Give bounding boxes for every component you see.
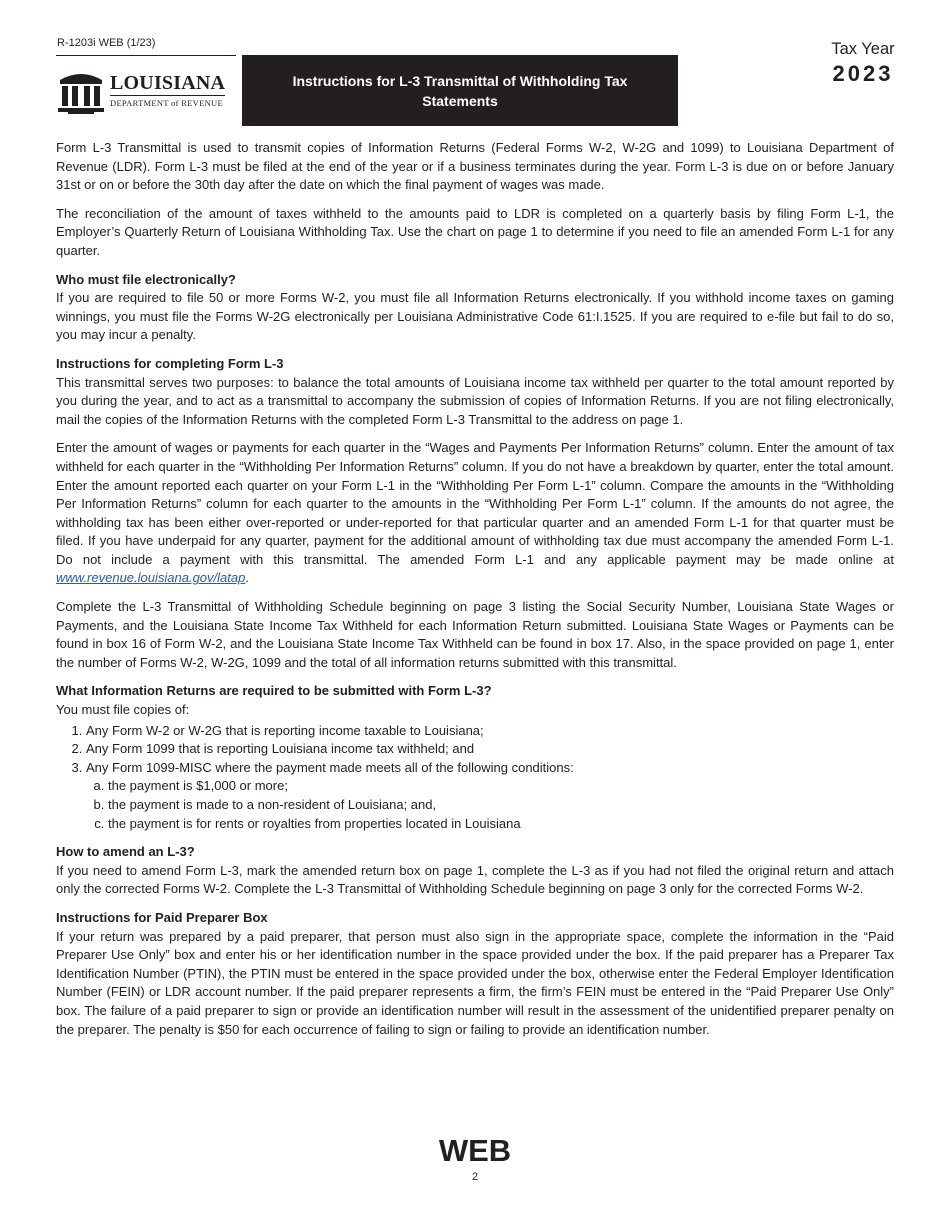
instructions-body [56, 139, 894, 1049]
logo-department: DEPARTMENT of REVENUE [110, 98, 223, 109]
ldr-logo [56, 55, 236, 125]
paid-preparer-heading: Instructions for Paid Preparer Box [56, 909, 268, 925]
amend-paragraph: If you need to amend Form L-3, mark the amended return box on page 1, complete the L-3 as if you had not filed the original return and attach only the corrected Forms W-2. Complete the L-3 Transmittal of Withholding Schedule beginning on page 3 only for the corrected Forms W-2. [56, 862, 894, 897]
completing-heading: Instructions for completing Form L-3 [56, 355, 284, 371]
tax-year-value: 2023 [832, 61, 894, 86]
title-banner [242, 55, 678, 126]
list-item: 1. Any Form W-2 or W-2G that is reporting income taxable to Louisiana; [86, 722, 894, 741]
sublist-item: a. the payment is $1,000 or more; [108, 777, 894, 796]
page-title: Instructions for L-3 Transmittal of Withholding Tax Statements [292, 72, 628, 109]
schedule-paragraph: Complete the L-3 Transmittal of Withholding Schedule beginning on page 3 listing the Social Security Number, Louisiana State Wages or Payments, and the Louisiana State Income Tax Withheld for each Information Return submitted. Louisiana State Wages or Payments can be found in box 16 of Form W-2, and the Louisiana State Income Tax Withheld can be found in box 17. Also, in the space provided on page 1, enter the number of Forms W-2, W-2G, 1099 and the total of all information returns submitted with this transmittal. [56, 599, 894, 670]
enter-amounts-paragraph [56, 439, 894, 588]
electronic-filing-paragraph: If you are required to file 50 or more Forms W-2, you must file all Information Returns electronically. If you withhold income taxes on gaming winnings, you must file the Forms W-2G electronically per Louisiana Administrative Code 61:I.1525. If you are required to e-file but fail to do so, you may incur a penalty. [56, 290, 894, 343]
capitol-building-icon [56, 66, 106, 116]
logo-name: LOUISIANA [110, 72, 226, 95]
tax-year-label: Tax Year [831, 40, 895, 58]
electronic-filing-heading: Who must file electronically? [56, 271, 236, 287]
form-id: R-1203i WEB (1/23) [57, 37, 156, 49]
enter-amounts-end: . [245, 570, 249, 586]
required-returns-heading: What Information Returns are required to be submitted with Form L-3? [56, 683, 492, 699]
completing-paragraph: This transmittal serves two purposes: to balance the total amounts of Louisiana income tax withheld per quarter to the total amount reported by you during the year, and to act as a transmittal to accompany the submission of copies of Information Returns. If you are not filing electronically, mail the copies of the Information Returns with the completed Form L-3 Transmittal to the address on page 1. [56, 374, 894, 427]
web-mark: WEB [438, 1133, 512, 1168]
required-returns-list [56, 722, 894, 834]
list-item-text: Any Form 1099-MISC where the payment made meets all of the following conditions: [86, 759, 574, 775]
conditions-sublist [86, 777, 894, 833]
list-item: 2. Any Form 1099 that is reporting Louisiana income tax withheld; and [86, 740, 894, 759]
latap-link[interactable]: www.revenue.louisiana.gov/latap [56, 570, 246, 586]
paid-preparer-paragraph: If your return was prepared by a paid preparer, that person must also sign in the appropriate space, complete the information in the “Paid Preparer Use Only” box and enter his or her identification number in the space provided under the box. If the paid preparer has a Preparer Tax Identification Number (PTIN), the PTIN must be entered in the space provided under the box, otherwise enter the Federal Employer Identification Number (FEIN) or LDR account number. If the paid preparer represents a firm, the firm’s FEIN must be entered in the “Paid Preparer Use Only” box. The failure of a paid preparer to sign or provide an identification number will result in the assessment of the unidentified preparer penalty on the preparer. The penalty is $50 for each occurrence of failing to sign or failing to provide an identification number. [56, 928, 894, 1037]
sublist-item: b. the payment is made to a non-resident of Louisiana; and, [108, 796, 894, 815]
intro-paragraph: Form L-3 Transmittal is used to transmit copies of Information Returns (Federal Forms W-2, W-2G and 1099) to Louisiana Department of Revenue (LDR). Form L-3 must be filed at the end of the year or if a business terminates during the year. Form L-3 is due on or before January 31st or on or before the 30th day after the date on which the final payment of wages was made. [56, 140, 894, 193]
sublist-item: c. the payment is for rents or royalties from properties located in Louisiana [108, 815, 894, 834]
required-returns-intro: You must file copies of: [56, 702, 190, 718]
amend-heading: How to amend an L-3? [56, 844, 195, 860]
reconciliation-paragraph: The reconciliation of the amount of taxes withheld to the amounts paid to LDR is completed on a quarterly basis by filing Form L-1, the Employer’s Quarterly Return of Louisiana Withholding Tax. Use the chart on page 1 to determine if you need to file an amended Form L-1 for any quarter. [56, 205, 894, 258]
page-number: 2 [471, 1171, 479, 1183]
enter-amounts-text: Enter the amount of wages or payments for each quarter in the “Wages and Payments Per Information Returns” column. Enter the amount of tax withheld for each quarter in the “Withholding Per Information Returns” column. If you do not have a breakdown by quarter, enter the total amount. Enter the amount reported each quarter on your Form L-1 in the “Withholding Per Form L-1” column. Compare the amounts in the “Withholding Per Information Returns” column for each quarter to the amounts in the “Withholding Per Form L-1” column. If the amounts do not agree, the withholding tax has been either over-reported or under-reported for that particular quarter and an amended Form L-1 for that quarter must be filed. If you have underpaid for any quarter, payment for the additional amount of withholding tax due must accompany the amended Form L-1. Do not include a payment with this transmittal. The amended Form L-1 and any applicable payment may be made online at [56, 440, 894, 567]
list-item [86, 759, 894, 833]
tax-year-block [820, 40, 906, 87]
